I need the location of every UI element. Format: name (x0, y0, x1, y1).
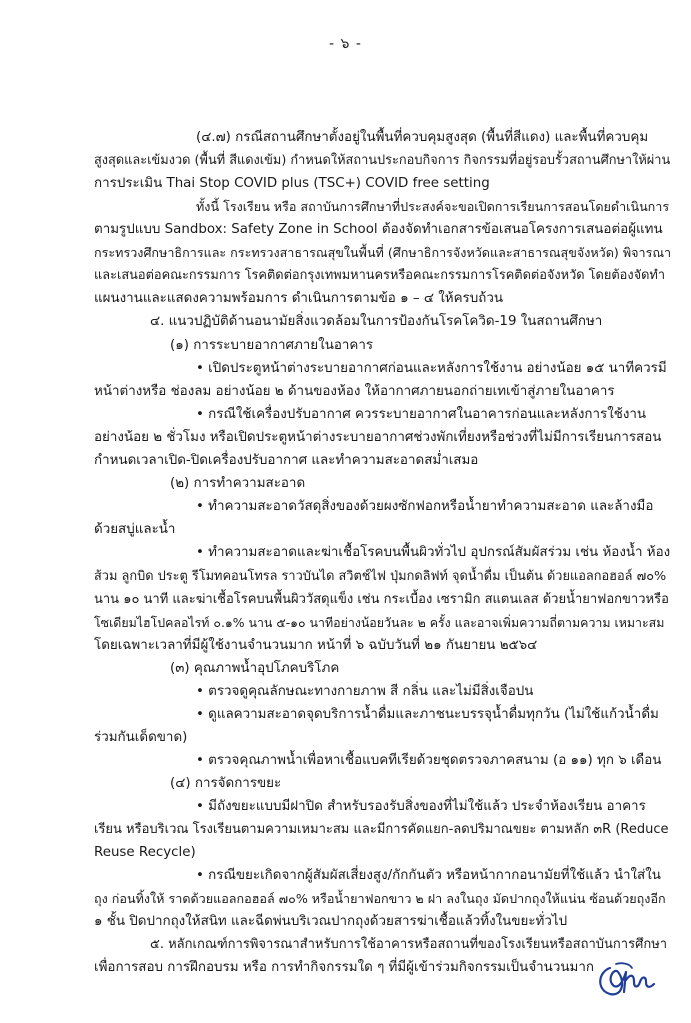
text-line: โซเดียมไฮโปคลอไรท์ ๐.๑% นาน ๕-๑๐ นาทีอย่างน้อยวันละ ๒ ครั้ง และอาจเพิ่มความถี่ตามความ เหมาะสม (94, 615, 665, 630)
text-line: หน้าต่างหรือ ช่องลม อย่างน้อย ๒ ด้านของห้อง ให้อากาศภายนอกถ่ายเทเข้าสู่ภายในอาคาร (94, 384, 615, 399)
text-line: แผนงานและแสดงความพร้อมการ ดำเนินการตามข้อ ๑ – ๔ ให้ครบถ้วน (94, 291, 504, 306)
subsection-heading: (๓) คุณภาพน้ำอุปโภคบริโภค (170, 661, 340, 676)
bullet-line: • ดูแลความสะอาดจุดบริการน้ำดื่มและภาชนะบรรจุน้ำดื่มทุกวัน (ไม่ใช้แก้วน้ำดื่ม (196, 707, 659, 722)
text-line: (๔.๗) กรณีสถานศึกษาตั้งอยู่ในพื้นที่ควบคุมสูงสุด (พื้นที่สีแดง) และพื้นที่ควบคุม (196, 130, 649, 145)
bullet-line: • ตรวจคุณภาพน้ำเพื่อหาเชื้อแบคทีเรียด้วยชุดตรวจภาคสนาม (อ ๑๑) ทุก ๖ เดือน (196, 753, 662, 768)
bullet-line: • ทำความสะอาดวัสดุสิ่งของด้วยผงซักฟอกหรือน้ำยาทำความสะอาด และล้างมือ (196, 499, 654, 514)
text-line: กระทรวงศึกษาธิการและ กระทรวงสาธารณสุขในพื้นที่ (ศึกษาธิการจังหวัดและสาธารณสุขจังหวัด) พิจารณา (94, 245, 672, 260)
text-line: ๑ ชั้น ปิดปากถุงให้สนิท และฉีดพ่นบริเวณปากถุงด้วยสารฆ่าเชื้อแล้วทิ้งในขยะทั่วไป (94, 914, 568, 929)
page-number: - ๖ - (329, 36, 362, 52)
text-line: สูงสุดและเข้มงวด (พื้นที่ สีแดงเข้ม) กำหนดให้สถานประกอบกิจการ กิจกรรมที่อยู่รอบรั้วสถานศึกษาให้ผ่าน (94, 153, 671, 168)
text-line: กำหนดเวลาเปิด-ปิดเครื่องปรับอากาศ และทำความสะอาดสม่ำเสมอ (94, 453, 479, 468)
section-heading: ๔. แนวปฏิบัติด้านอนามัยสิ่งแวดล้อมในการป้องกันโรคโควิด-19 ในสถานศึกษา (150, 314, 603, 329)
text-line: ร่วมกันเด็ดขาด) (94, 730, 188, 745)
text-line: Reuse Recycle) (94, 845, 196, 860)
text-line: ตามรูปแบบ Sandbox: Safety Zone in School ต้องจัดทำเอกสารข้อเสนอโครงการเสนอต่อผู้แทน (94, 222, 663, 237)
text-line: ถุง ก่อนทิ้งให้ ราดด้วยแอลกอฮอล์ ๗๐% หรือน้ำยาฟอกขาว ๒ ฝา ลงในถุง มัดปากถุงให้แน่น ซ้อนด้วยถุงอีก (94, 891, 666, 906)
text-line: ด้วยสบู่และน้ำ (94, 522, 176, 537)
text-line: ทั้งนี้ โรงเรียน หรือ สถาบันการศึกษาที่ประสงค์จะขอเปิดการเรียนการสอนโดยดำเนินการ (196, 199, 670, 214)
signature-icon (596, 958, 658, 1000)
text-line: เรียน หรือบริเวณ โรงเรียนตามความเหมาะสม และมีการคัดแยก-ลดปริมาณขยะ ตามหลัก ๓R (Reduce (94, 822, 669, 837)
bullet-line: • กรณีขยะเกิดจากผู้สัมผัสเสี่ยงสูง/กักกันตัว หรือหน้ากากอนามัยที่ใช้แล้ว นำใส่ใน (196, 868, 661, 883)
section-heading: ๕. หลักเกณฑ์การพิจารณาสำหรับการใช้อาคารหรือสถานที่ของโรงเรียนหรือสถาบันการศึกษา (150, 937, 668, 952)
bullet-line: • ทำความสะอาดและฆ่าเชื้อโรคบนพื้นผิวทั่วไป อุปกรณ์สัมผัสร่วม เช่น ห้องน้ำ ห้อง (196, 545, 671, 560)
text-line: โดยเฉพาะเวลาที่มีผู้ใช้งานจำนวนมาก หน้าที่ ๖ ฉบับวันที่ ๒๑ กันยายน ๒๕๖๔ (94, 638, 538, 653)
bullet-line: • ตรวจดูคุณลักษณะทางกายภาพ สี กลิ่น และไม่มีสิ่งเจือปน (196, 684, 534, 699)
text-line: อย่างน้อย ๒ ชั่วโมง หรือเปิดประตูหน้าต่างระบายอากาศช่วงพักเที่ยงหรือช่วงที่ไม่มีการเรียนการสอน (94, 430, 662, 445)
bullet-line: • กรณีใช้เครื่องปรับอากาศ ควรระบายอากาศในอาคารก่อนและหลังการใช้งาน (196, 407, 647, 422)
text-line: นาน ๑๐ นาที และฆ่าเชื้อโรคบนพื้นผิววัสดุแข็ง เช่น กระเบื้อง เซรามิก สแตนเลส ด้วยน้ำยาฟอกขาวหรือ (94, 592, 669, 607)
text-line: เพื่อการสอบ การฝึกอบรม หรือ การทำกิจกรรมใด ๆ ที่มีผู้เข้าร่วมกิจกรรมเป็นจำนวนมาก (94, 960, 594, 975)
text-line: และเสนอต่อคณะกรรมการ โรคติดต่อกรุงเทพมหานครหรือคณะกรรมการโรคติดต่อจังหวัด โดยต้องจัดทำ (94, 268, 666, 283)
bullet-line: • เปิดประตูหน้าต่างระบายอากาศก่อนและหลังการใช้งาน อย่างน้อย ๑๕ นาทีควรมี (196, 361, 667, 376)
subsection-heading: (๒) การทำความสะอาด (170, 476, 306, 491)
text-line: การประเมิน Thai Stop COVID plus (TSC+) COVID free setting (94, 176, 490, 191)
subsection-heading: (๑) การระบายอากาศภายในอาคาร (170, 338, 374, 353)
bullet-line: • มีถังขยะแบบมีฝาปิด สำหรับรองรับสิ่งของที่ไม่ใช้แล้ว ประจำห้องเรียน อาคาร (196, 799, 646, 814)
subsection-heading: (๔) การจัดการขยะ (170, 776, 282, 791)
text-line: ส้วม ลูกบิด ประตู รีโมทคอนโทรล ราวบันได สวิตช์ไฟ ปุ่มกดลิฟท์ จุดน้ำดื่ม เป็นต้น ด้วยแอลกอฮอล์ ๗๐% (94, 569, 667, 584)
